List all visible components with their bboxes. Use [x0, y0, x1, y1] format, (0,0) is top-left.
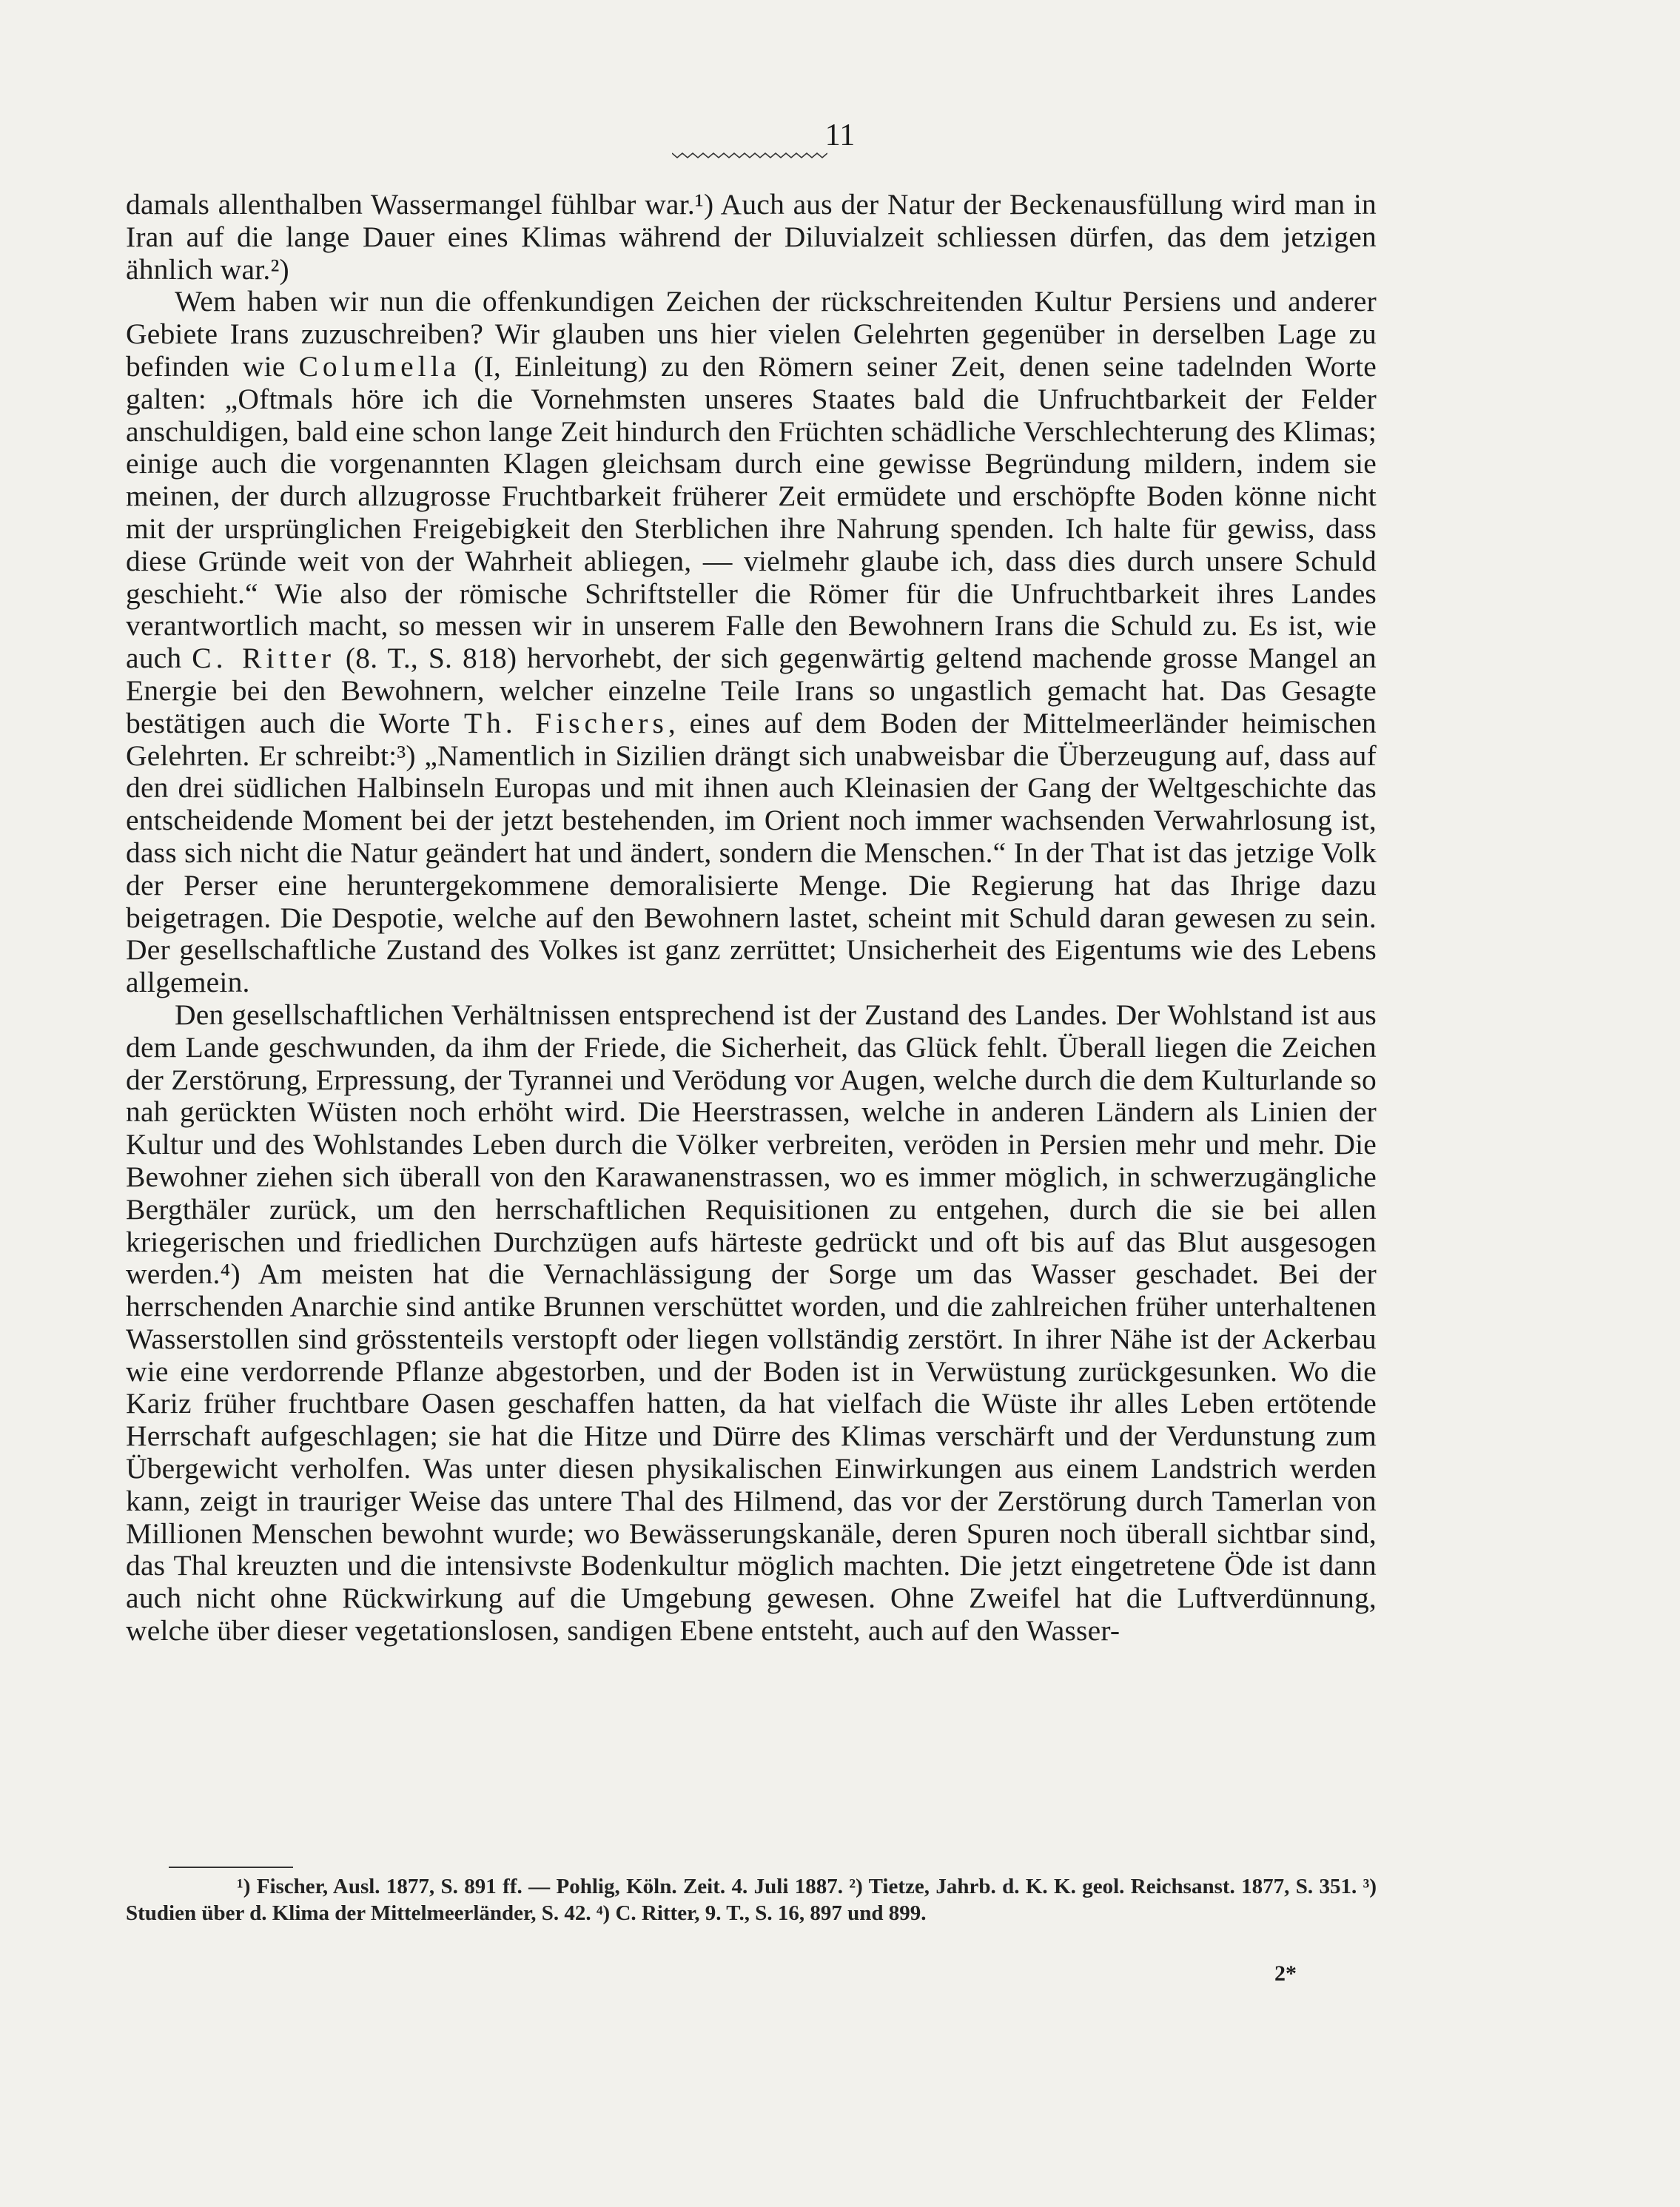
- paragraph-2-text-c: (8. T., S. 818) hervorhebt, der sich gegenwärtig geltend machende grosse Mangel an Energie bei den Bewohnern, welcher einzelne Teile Irans so ungastlich gemacht hat. Das Gesagte bestätigen auch die Worte: [126, 642, 1377, 739]
- paragraph-1: [126, 189, 1377, 286]
- paragraph-2-text-d: , eines auf dem Boden der Mittelmeerländer heimischen Gelehrten. Er schreibt:³) „Namentlich in Sizilien drängt sich unabweisbar die Überzeugung auf, dass auf den drei südlichen Halbinseln Europas und mit ihnen auch Kleinasien der Gang der Weltgeschichte das entscheidende Moment bei der jetzt bestehenden, im Orient noch immer wachsenden Verwahrlosung ist, dass sich nicht die Natur geändert hat und ändert, sondern die Menschen.“ In der That ist das jetzige Volk der Perser eine heruntergekommene demoralisierte Menge. Die Regierung hat das Ihrige dazu beigetragen. Die Despotie, welche auf den Bewohnern lastet, scheint mit Schuld daran gewesen zu sein. Der gesellschaftliche Zustand des Volkes ist ganz zerrüttet; Unsicherheit des Eigentums wie des Lebens allgemein.: [126, 706, 1377, 999]
- paragraph-1-text: damals allenthalben Wassermangel fühlbar war.¹) Auch aus der Natur der Beckenausfüllung wird man in Iran auf die lange Dauer eines Klimas während der Diluvialzeit schliessen dürfen, das dem jetzigen ähnlich war.²): [126, 188, 1377, 286]
- page-number: 11: [824, 118, 856, 152]
- footnotes-text: ¹) Fischer, Ausl. 1877, S. 891 ff. — Pohlig, Köln. Zeit. 4. Juli 1887. ²) Tietze, Jahrb. d. K. K. geol. Reichsanst. 1877, S. 351. ³) Studien über d. Klima der Mittelmeerländer, S. 42. ⁴) C. Ritter, 9. T., S. 16, 897 und 899.: [126, 1875, 1377, 1925]
- paragraph-2-text-b: (I, Einleitung) zu den Römern seiner Zeit, denen seine tadelnden Worte galten: „Oftmals höre ich die Vornehmsten unseres Staates bald die Unfruchtbarkeit der Felder anschuldigen, bald eine schon lange Zeit hindurch den Früchten schädliche Verschlechterung des Klimas; einige auch die vorgenannten Klagen gleichsam durch eine gewisse Begründung mildern, indem sie meinen, der durch allzugrosse Fruchtbarkeit früherer Zeit ermüdete und erschöpfte Boden könne nicht mit der ursprünglichen Freigebigkeit den Sterblichen ihre Nahrung spenden. Ich halte für gewiss, dass diese Gründe weit von der Wahrheit abliegen, — vielmehr glaube ich, dass dies durch unsere Schuld geschieht.“ Wie also der römische Schriftsteller die Römer für die Unfruchtbarkeit ihres Landes verantwortlich macht, so messen wir in unserem Falle den Bewohnern Irans die Schuld zu. Es ist, wie auch: [126, 349, 1377, 675]
- footnotes: [126, 1873, 1377, 1926]
- paragraph-3-text: Den gesellschaftlichen Verhältnissen entsprechend ist der Zustand des Landes. Der Wohlstand ist aus dem Lande geschwunden, da ihm der Friede, die Sicherheit, das Glück fehlt. Überall liegen die Zeichen der Zerstörung, Erpressung, der Tyrannei und Verödung vor Augen, welche durch die dem Kulturlande so nah gerückten Wüsten noch erhöht wird. Die Heerstrassen, welche in anderen Ländern als Linien der Kultur und des Wohlstandes Leben durch die Völker verbreiten, veröden in Persien mehr und mehr. Die Bewohner ziehen sich überall von den Karawanenstrassen, wo es immer möglich, in schwerzugängliche Bergthäler zurück, um den herrschaftlichen Requisitionen zu entgehen, durch die sie bei allen kriegerischen und friedlichen Durchzügen aufs härteste gedrückt und oft bis auf das Blut ausgesogen werden.⁴) Am meisten hat die Vernachlässigung der Sorge um das Wasser geschadet. Bei der herrschenden Anarchie sind antike Brunnen verschüttet worden, und die zahlreichen früher unterhaltenen Wasserstollen sind grösstenteils verstopft oder liegen vollständig zerstört. In ihrer Nähe ist der Ackerbau wie eine verdorrende Pflanze abgestorben, und der Boden ist in Verwüstung zurückgesunken. Wo die Kariz früher fruchtbare Oasen geschaffen hatten, da hat vielfach die Wüste ihr alles Leben ertötende Herrschaft aufgeschlagen; sie hat die Hitze und Dürre des Klimas verschärft und der Verdunstung zum Übergewicht verholfen. Was unter diesen physikalischen Einwirkungen aus einem Landstrich werden kann, zeigt in trauriger Weise das untere Thal des Hilmend, das vor der Zerstörung durch Tamerlan von Millionen Menschen bewohnt wurde; wo Bewässerungskanäle, deren Spuren noch überall sichtbar sind, das Thal kreuzten und die intensivste Bodenkultur möglich machten. Die jetzt eingetretene Öde ist dann auch nicht ohne Rückwirkung auf die Umgebung gewesen. Ohne Zweifel hat die Luftverdünnung, welche über dieser vegetationslosen, sandigen Ebene entsteht, auch auf den Wasser-: [126, 998, 1377, 1647]
- signature-mark: 2*: [1274, 1961, 1297, 1986]
- footnote-divider: [169, 1867, 293, 1868]
- paragraph-2: [126, 286, 1377, 999]
- ornament-rule: [672, 150, 827, 161]
- author-columella: Columella: [298, 349, 461, 383]
- paragraph-2-text-a: Wem haben wir nun die offenkundigen Zeichen der rückschreitenden Kultur Persiens und anderer Gebiete Irans zuzuschreiben? Wir glauben uns hier vielen Gelehrten gegenüber in derselben Lage zu befinden wie: [126, 285, 1377, 383]
- paragraph-3: [126, 999, 1377, 1647]
- body-text: [126, 189, 1377, 1647]
- author-ritter: C. Ritter: [192, 642, 336, 675]
- author-fischer: Th. Fischers: [463, 706, 668, 739]
